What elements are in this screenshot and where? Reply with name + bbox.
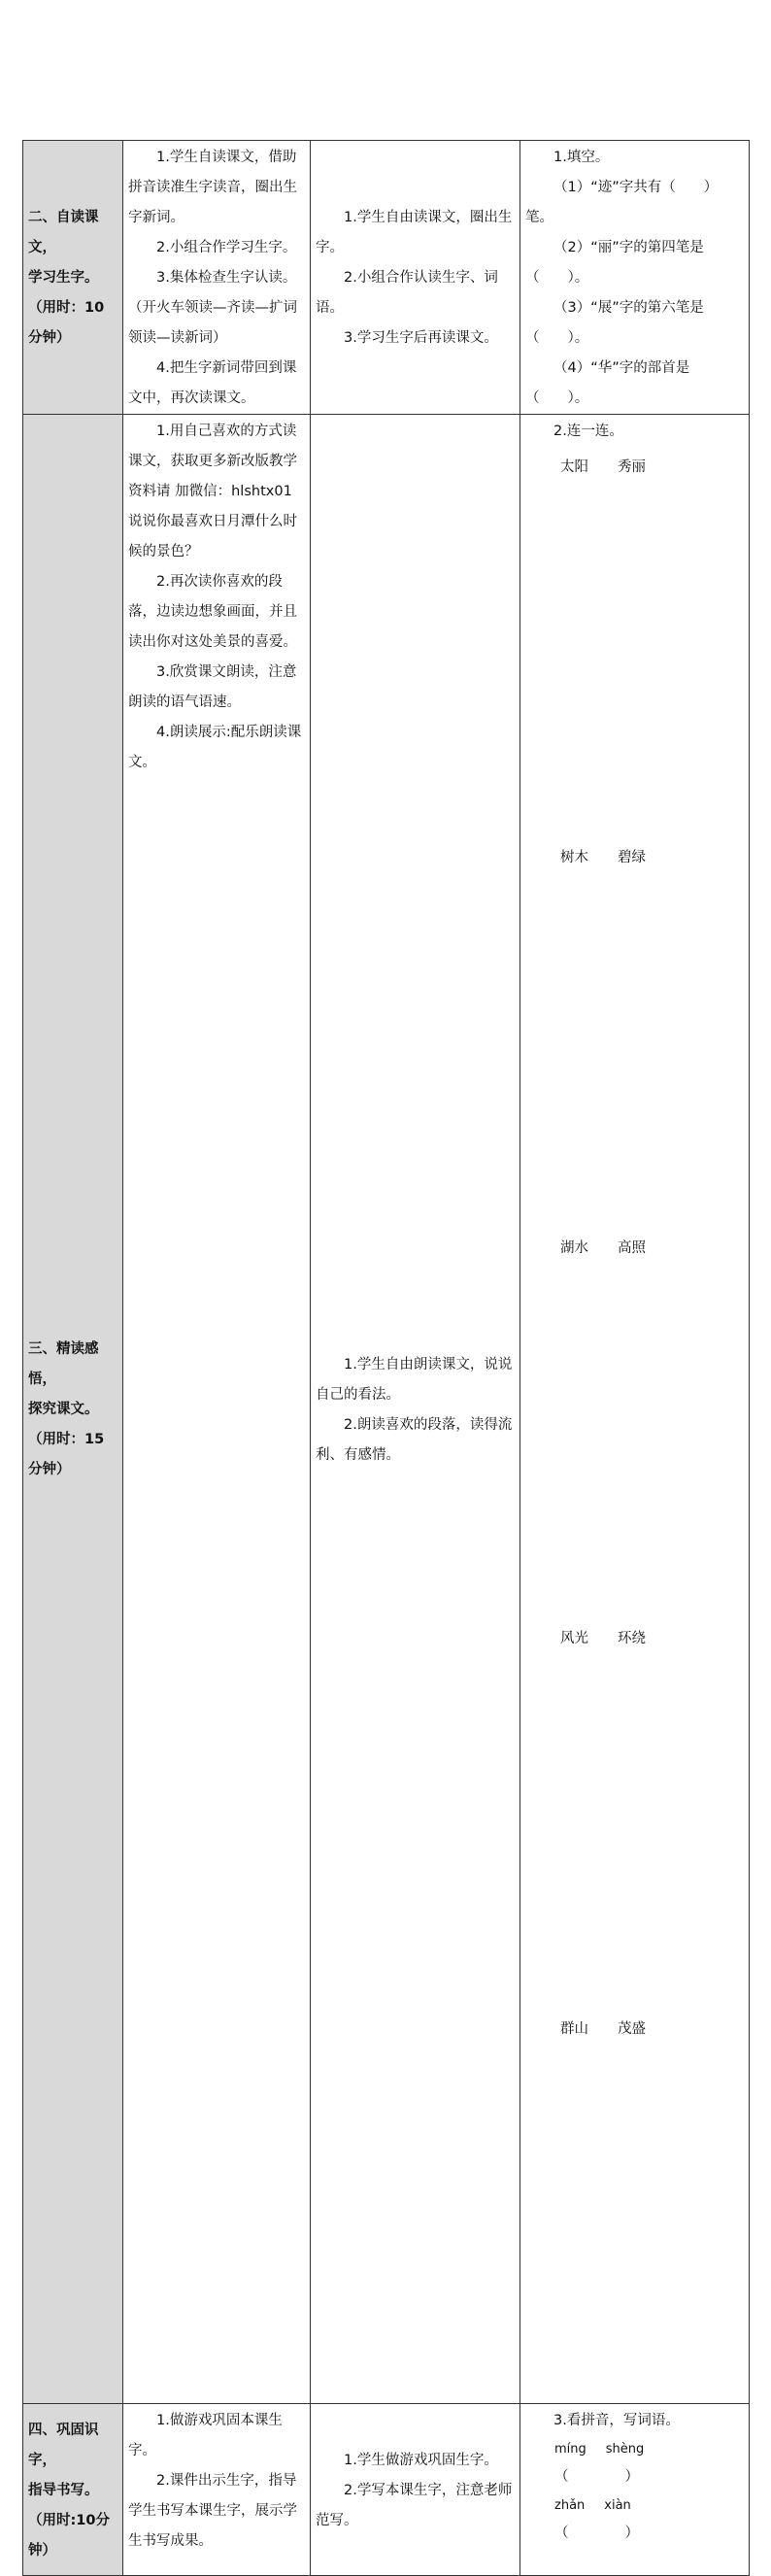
exercise-cell: 1.填空。 （1）“迹”字共有（ ）笔。 （2）“丽”字的第四笔是（ ）。 （3）“展”字的第六笔是（ ）。 （4）“华”字的部首是（ ）。: [520, 141, 750, 415]
teacher-activity-cell: 1.用自己喜欢的方式读课文，获取更多新改版教学资料请 加微信：hlshtx01 说说你最喜欢日月潭什么时候的景色？ 2.再次读你喜欢的段落，边读边想象画面，并且读出你对这处美景的喜爱。 3.欣赏课文朗读，注意朗读的语气语速。 4.朗读展示:配乐朗读课文。: [123, 415, 311, 2404]
word-right[interactable]: 秀丽: [618, 459, 646, 475]
exercise-cell: 3.看拼音，写词语。 míng shèng （ ） zhǎn xiàn （ ）: [520, 2404, 750, 2576]
stage-cell: 四、巩固识字， 指导书写。 （用时:10分 钟）: [23, 2404, 123, 2576]
pinyin: xiàn: [604, 2498, 631, 2513]
answer-blank[interactable]: （ ）: [554, 2525, 639, 2541]
lesson-plan-table: [22, 140, 750, 2576]
table-row: [23, 2404, 750, 2576]
teacher-activity-cell: 1.做游戏巩固本课生字。 2.课件出示生字，指导学生书写本课生字，展示学生书写成果。: [123, 2404, 311, 2576]
word-left[interactable]: 太阳: [560, 459, 588, 475]
word-left[interactable]: 湖水: [560, 1240, 588, 1256]
exercise-cell: 2.连一连。 太阳 秀丽 树木 碧绿 湖水 高照 风光 环绕 群山 茂盛: [520, 415, 750, 2404]
word-right[interactable]: 环绕: [618, 1631, 646, 1646]
pinyin: míng: [554, 2442, 587, 2457]
pinyin: zhǎn: [554, 2498, 586, 2513]
word-right[interactable]: 碧绿: [618, 850, 646, 865]
answer-blank[interactable]: （ ）: [554, 2469, 639, 2485]
word-right[interactable]: 茂盛: [618, 2021, 646, 2037]
table-row: [23, 141, 750, 415]
word-left[interactable]: 风光: [560, 1631, 588, 1646]
student-activity-cell: 1.学生自由朗读课文，说说自己的看法。 2.朗读喜欢的段落，读得流利、有感情。: [311, 415, 520, 2404]
matching-words: [560, 451, 675, 2403]
word-left[interactable]: 群山: [560, 2021, 588, 2037]
pinyin: shèng: [605, 2442, 645, 2457]
stage-cell: 三、精读感悟， 探究课文。 （用时：15 分钟）: [23, 415, 123, 2404]
stage-cell: 二、自读课文， 学习生字。 （用时：10 分钟）: [23, 141, 123, 415]
student-activity-cell: 1.学生做游戏巩固生字。 2.学写本课生字，注意老师范写。: [311, 2404, 520, 2576]
student-activity-cell: 1.学生自由读课文，圈出生字。 2.小组合作认读生字、词语。 3.学习生字后再读课文。: [311, 141, 520, 415]
word-right[interactable]: 高照: [618, 1240, 646, 1256]
teacher-activity-cell: 1.学生自读课文，借助拼音读准生字读音，圈出生字新词。 2.小组合作学习生字。 3.集体检查生字认读。（开火车领读—齐读—扩词领读—读新词） 4.把生字新词带回到课文中，再次读课文。: [123, 141, 311, 415]
word-left[interactable]: 树木: [560, 850, 588, 865]
table-row: [23, 415, 750, 2404]
